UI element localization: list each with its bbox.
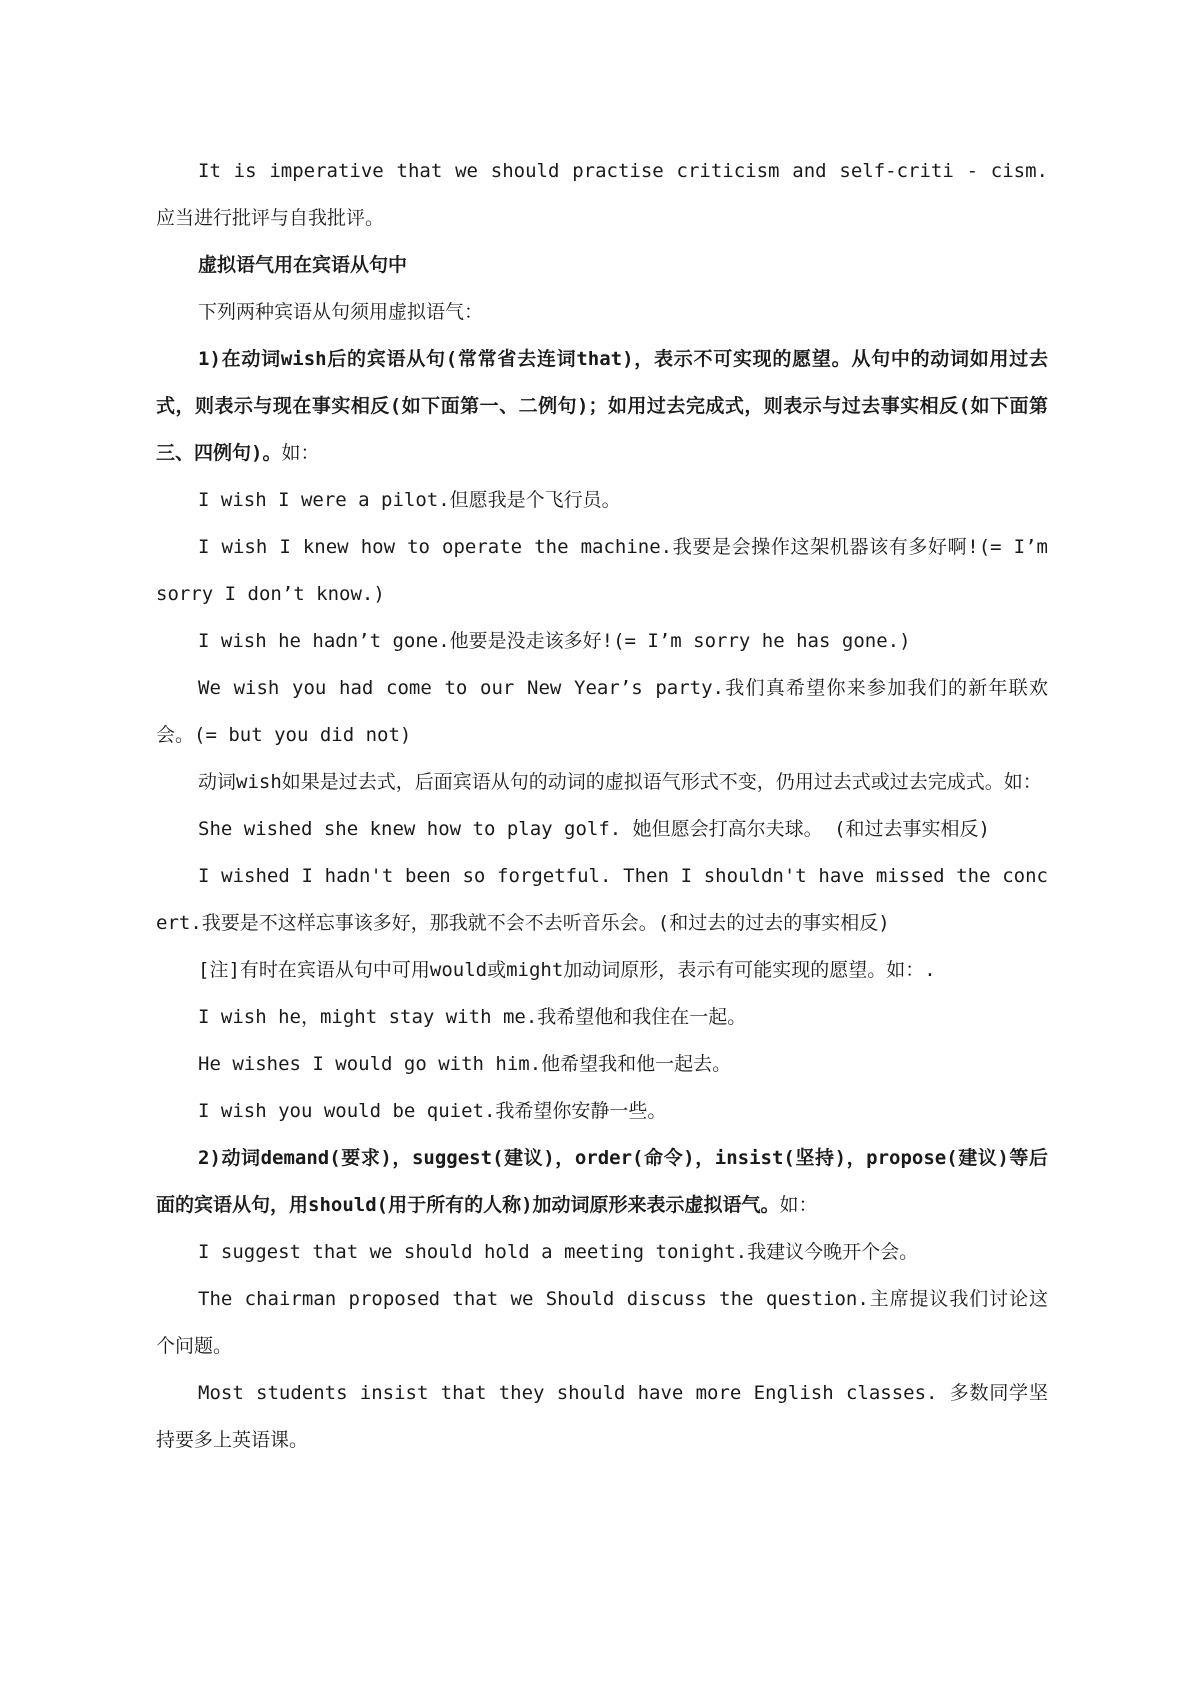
rule-2-suffix: 如： [779,1194,818,1216]
note-paragraph: [注]有时在宾语从句中可用would或might加动词原形，表示有可能实现的愿望。如：. [198,959,936,981]
example-go-with: He wishes I would go with him.他希望我和他一起去。 [198,1053,732,1075]
section-heading: 虚拟语气用在宾语从句中 [198,254,408,276]
rule-1-text: 1)在动词wish后的宾语从句(常常省去连词that)，表示不可实现的愿望。从句中的动词如用过去式，则表示与现在事实相反(如下面第一、二例句)；如用过去完成式，则表示与过去事实相反(如下面第三、四例句)。 [156,348,1048,464]
example-machine: I wish I knew how to operate the machine.我要是会操作这架机器该有多好啊!(= I’m sorry I don’t know.) [156,536,1048,605]
example-forgetful: I wished I hadn't been so forgetful. Then I shouldn't have missed the concert.我要是不这样忘事该多好，那我就不会不去听音乐会。(和过去的过去的事实相反) [156,865,1048,934]
example-golf: She wished she knew how to play golf. 她但愿会打高尔夫球。 (和过去事实相反) [198,818,990,840]
example-party: We wish you had come to our New Year’s party.我们真希望你来参加我们的新年联欢会。(= but you did not) [156,677,1048,746]
rule-2-paragraph [156,1135,1048,1229]
paragraph-past-wish: 动词wish如果是过去式，后面宾语从句的动词的虚拟语气形式不变，仍用过去式或过去完成式。如： [198,771,1042,793]
example-students: Most students insist that they should have more English classes. 多数同学坚持要多上英语课。 [156,1382,1048,1451]
example-chairman: The chairman proposed that we Should discuss the question.主席提议我们讨论这个问题。 [156,1288,1048,1357]
example-meeting: I suggest that we should hold a meeting tonight.我建议今晚开个会。 [198,1241,919,1263]
rule-1-paragraph [156,336,1048,477]
rule-2-text: 2)动词demand(要求)，suggest(建议)，order(命令)，insist(坚持)，propose(建议)等后面的宾语从句，用should(用于所有的人称)加动词原形来表示虚拟语气。 [156,1147,1048,1216]
paragraph-intro: 下列两种宾语从句须用虚拟语气： [198,301,484,323]
example-gone: I wish he hadn’t gone.他要是没走该多好!(= I’m sorry he has gone.) [198,630,911,652]
example-pilot: I wish I were a pilot.但愿我是个飞行员。 [198,489,621,511]
paragraph-imperative: It is imperative that we should practise criticism and self-criti - cism. 应当进行批评与自我批评。 [156,160,1048,229]
example-stay: I wish he，might stay with me.我希望他和我住在一起。 [198,1006,747,1028]
example-quiet: I wish you would be quiet.我希望你安静一些。 [198,1100,667,1122]
rule-1-suffix: 如： [281,442,320,464]
document-body [156,148,1048,1464]
